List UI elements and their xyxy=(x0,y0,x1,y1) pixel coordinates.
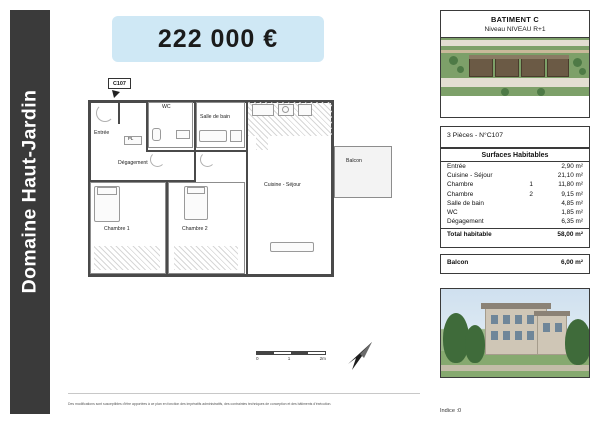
brand-title: Domaine Haut-Jardin xyxy=(18,89,41,294)
table-row xyxy=(441,162,589,171)
entry-door-arc xyxy=(96,104,114,122)
bathtub xyxy=(199,130,227,142)
surface-label: Cuisine - Séjour xyxy=(447,172,493,180)
surfaces-table xyxy=(441,162,589,226)
surface-label: WC xyxy=(447,209,458,217)
surface-num: 2 xyxy=(529,190,533,198)
room-label-degagement: Dégagement xyxy=(118,160,148,166)
surface-num: 1 xyxy=(529,181,533,189)
surfaces-panel xyxy=(440,148,590,248)
brand-band xyxy=(10,10,50,414)
balcony-panel xyxy=(440,254,590,274)
table-row xyxy=(441,199,589,208)
balcony-value: 6,00 m² xyxy=(560,259,583,266)
total-table xyxy=(441,230,589,239)
room-label-kitchen-living: Cuisine - Séjour xyxy=(264,182,301,188)
surface-label: Chambre xyxy=(447,181,474,189)
table-row xyxy=(441,190,589,199)
hall-door-arc-2 xyxy=(200,152,215,167)
total-num xyxy=(522,230,538,239)
partition-8 xyxy=(118,100,120,124)
badge-pointer-icon xyxy=(112,90,122,100)
wall-bottom xyxy=(88,274,334,277)
site-plan-thumbnail xyxy=(441,38,589,96)
building-photo xyxy=(441,289,589,377)
surface-value: 2,90 m² xyxy=(561,163,583,171)
building-photo-panel xyxy=(440,288,590,378)
scale-bar-ticks xyxy=(256,356,326,361)
partition-4 xyxy=(246,100,248,276)
scale-tick-0: 0 xyxy=(256,356,259,361)
surface-value: 6,35 m² xyxy=(561,218,583,226)
sink-unit xyxy=(252,104,274,116)
bed-1-pillow xyxy=(97,187,117,195)
surfaces-title: Surfaces Habitables xyxy=(481,152,549,159)
surface-value: 11,80 m² xyxy=(558,181,583,189)
table-row xyxy=(441,208,589,217)
bedroom-1-wardrobe xyxy=(94,246,160,270)
scale-bar-graphic xyxy=(256,351,326,355)
table-row-total xyxy=(441,230,589,239)
scale-tick-1: 1 xyxy=(287,356,291,361)
plan-disclaimer: Des modifications sont susceptibles d'être apportées à ce plan en fonction des impératifs administratifs, des contraintes techniques de conception et des bâtiments d'éxécution. xyxy=(68,401,332,406)
kitchen-column xyxy=(256,136,268,150)
total-divider xyxy=(441,228,589,229)
building-level: Niveau NIVEAU R+1 xyxy=(484,26,546,33)
unit-ref-badge: C107 xyxy=(108,78,131,89)
surface-label: Entrée xyxy=(447,163,466,171)
surface-num xyxy=(523,162,539,171)
wc-washbasin xyxy=(176,130,190,139)
bedroom-2-wardrobe xyxy=(174,246,238,270)
surface-num xyxy=(523,217,539,226)
surface-value: 1,85 m² xyxy=(561,209,583,217)
info-column xyxy=(440,10,590,414)
surface-label: Salle de bain xyxy=(447,199,484,207)
room-balcony xyxy=(334,146,392,198)
unit-type-panel xyxy=(440,126,590,148)
surface-num xyxy=(523,199,539,208)
surface-num xyxy=(523,208,539,217)
fridge-unit xyxy=(298,104,312,116)
unit-type-line: 3 Pièces - N°C107 xyxy=(447,132,503,139)
north-arrow-icon xyxy=(342,340,376,372)
wc-toilet xyxy=(152,128,161,141)
balcony-wall-b xyxy=(331,194,334,198)
scale-tick-2: 2m xyxy=(319,356,326,361)
surface-value: 21,10 m² xyxy=(557,172,583,180)
room-label-balcony: Balcon xyxy=(346,158,362,164)
hob-burner-icon xyxy=(282,106,289,113)
building-panel xyxy=(440,10,590,118)
room-label-bedroom-2: Chambre 2 xyxy=(182,226,208,232)
room-label-entree: Entrée xyxy=(94,130,110,136)
room-label-bedroom-1: Chambre 1 xyxy=(104,226,130,232)
sofa xyxy=(270,242,314,252)
balcony-wall-a xyxy=(331,146,334,150)
room-label-bathroom: Salle de bain xyxy=(200,114,230,120)
surface-value: 4,85 m² xyxy=(561,199,583,207)
plan-area xyxy=(60,10,430,414)
balcony-row xyxy=(441,255,589,270)
surface-value: 9,15 m² xyxy=(561,190,583,198)
bath-washbasin xyxy=(230,130,242,142)
surface-label: Dégagement xyxy=(447,218,484,226)
price-badge: 222 000 € xyxy=(112,16,324,62)
table-row xyxy=(441,171,589,180)
table-row xyxy=(441,180,589,189)
scale-bar xyxy=(256,351,326,361)
partition-2 xyxy=(146,150,248,152)
total-value: 58,00 m² xyxy=(557,231,583,239)
footer-divider xyxy=(68,393,420,394)
floor-plan-drawing xyxy=(88,80,408,286)
bed-2-pillow xyxy=(187,187,205,194)
indice-label: Indice :0 xyxy=(440,408,462,414)
hall-door-arc-1 xyxy=(150,152,165,167)
surface-num xyxy=(523,171,539,180)
table-row xyxy=(441,217,589,226)
room-label-pl: PL xyxy=(128,136,134,141)
building-name: BATIMENT C xyxy=(490,15,540,24)
room-label-wc: WC xyxy=(162,104,171,110)
partition-7 xyxy=(194,150,196,182)
balcony-label: Balcon xyxy=(447,259,469,266)
total-label: Total habitable xyxy=(447,231,492,239)
surface-label: Chambre xyxy=(447,190,474,198)
